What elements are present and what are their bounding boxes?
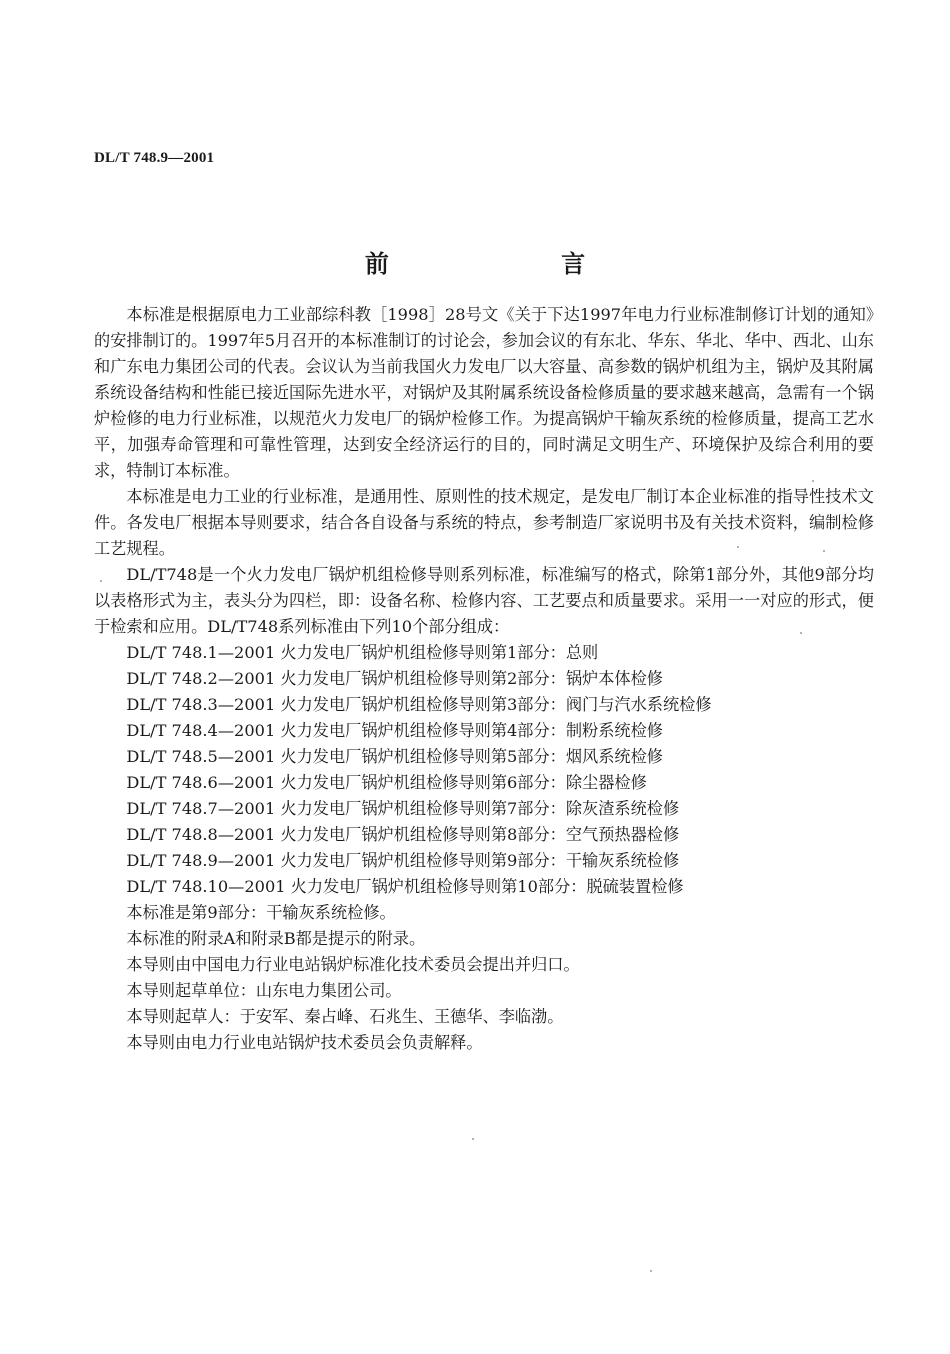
- parts-list-item: DL/T 748.4—2001 火力发电厂锅炉机组检修导则第4部分：制粉系统检修: [126, 721, 663, 740]
- closing-list: [94, 900, 874, 1056]
- scan-speck: [800, 632, 802, 634]
- parts-list: [94, 640, 874, 900]
- parts-list-item: DL/T 748.2—2001 火力发电厂锅炉机组检修导则第2部分：锅炉本体检修: [126, 669, 663, 688]
- scan-speck: [737, 546, 739, 548]
- closing-line: 本导则起草单位：山东电力集团公司。: [126, 981, 402, 1000]
- scan-speck: [100, 580, 102, 582]
- parts-list-item: DL/T 748.9—2001 火力发电厂锅炉机组检修导则第9部分：干输灰系统检修: [126, 851, 680, 870]
- closing-line: 本标准是第9部分：干输灰系统检修。: [126, 903, 396, 922]
- parts-list-item: DL/T 748.10—2001 火力发电厂锅炉机组检修导则第10部分：脱硫装置检修: [126, 877, 684, 896]
- parts-list-item: DL/T 748.7—2001 火力发电厂锅炉机组检修导则第7部分：除灰渣系统检修: [126, 799, 680, 818]
- parts-list-item: DL/T 748.6—2001 火力发电厂锅炉机组检修导则第6部分：除尘器检修: [126, 773, 647, 792]
- document-code: DL/T 748.9—2001: [94, 150, 215, 166]
- parts-list-item: DL/T 748.5—2001 火力发电厂锅炉机组检修导则第5部分：烟风系统检修: [126, 747, 663, 766]
- closing-line: 本标准的附录A和附录B都是提示的附录。: [126, 929, 426, 948]
- scan-speck: [650, 1270, 652, 1272]
- parts-list-item: DL/T 748.1—2001 火力发电厂锅炉机组检修导则第1部分：总则: [126, 643, 599, 662]
- scan-speck: [472, 1138, 474, 1140]
- foreword-paragraph: 本标准是根据原电力工业部综科教［1998］28号文《关于下达1997年电力行业标准制修订计划的通知》的安排制订的。1997年5月召开的本标准制订的讨论会，参加会议的有东北、华东、华北、华中、西北、山东和广东电力集团公司的代表。会议认为当前我国火力发电厂以大容量、高参数的锅炉机组为主，锅炉及其附属系统设备结构和性能已接近国际先进水平，对锅炉及其附属系统设备检修质量的要求越来越高，急需有一个锅炉检修的电力行业标准，以规范火力发电厂的锅炉检修工作。为提高锅炉干输灰系统的检修质量，提高工艺水平，加强寿命管理和可靠性管理，达到安全经济运行的目的，同时满足文明生产、环境保护及综合利用的要求，特制订本标准。: [94, 305, 874, 480]
- foreword-paragraph: 本标准是电力工业的行业标准，是通用性、原则性的技术规定，是发电厂制订本企业标准的指导性技术文件。各发电厂根据本导则要求，结合各自设备与系统的特点，参考制造厂家说明书及有关技术资料，编制检修工艺规程。: [94, 487, 874, 558]
- parts-list-item: DL/T 748.3—2001 火力发电厂锅炉机组检修导则第3部分：阀门与汽水系统检修: [126, 695, 712, 714]
- parts-list-item: DL/T 748.8—2001 火力发电厂锅炉机组检修导则第8部分：空气预热器检修: [126, 825, 680, 844]
- foreword-paragraph: DL/T748是一个火力发电厂锅炉机组检修导则系列标准，标准编写的格式，除第1部分外，其他9部分均以表格形式为主，表头分为四栏，即：设备名称、检修内容、工艺要点和质量要求。采用一一对应的形式，便于检索和应用。DL/T748系列标准由下列10个部分组成：: [94, 565, 874, 636]
- scan-speck: [812, 480, 814, 482]
- page-title: 前 言: [364, 249, 668, 278]
- closing-line: 本导则起草人：于安军、秦占峰、石兆生、王德华、李临渤。: [126, 1007, 564, 1026]
- scan-speck: [823, 550, 825, 552]
- closing-line: 本导则由电力行业电站锅炉技术委员会负责解释。: [126, 1033, 483, 1052]
- foreword-body: [94, 302, 874, 1056]
- closing-line: 本导则由中国电力行业电站锅炉标准化技术委员会提出并归口。: [126, 955, 580, 974]
